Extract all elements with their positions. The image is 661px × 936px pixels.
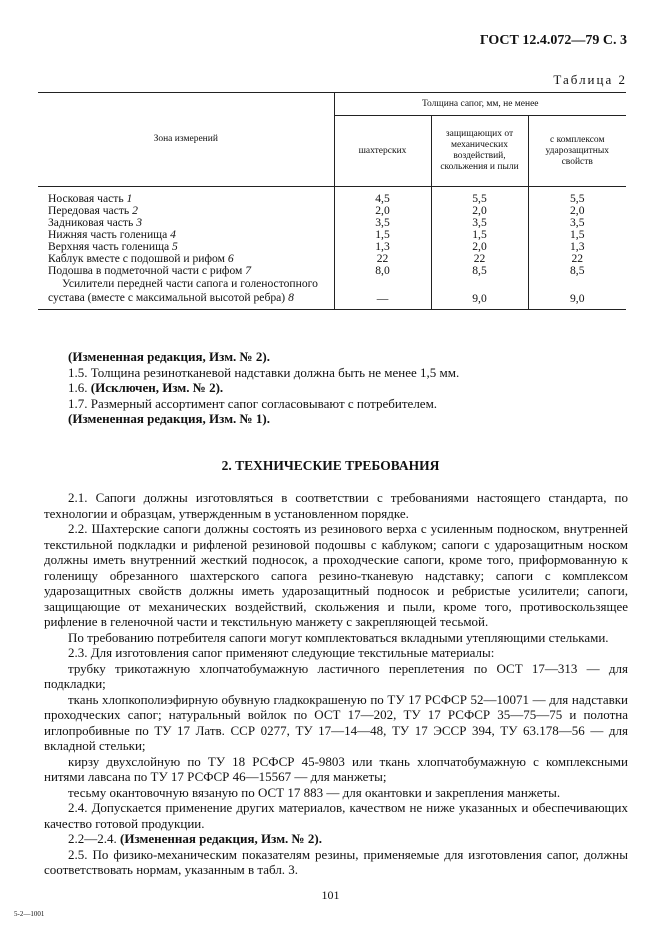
cell-miners: —: [334, 277, 431, 310]
row-name: Задниковая часть: [48, 216, 134, 229]
note-1-7: 1.7. Размерный ассортимент сапог согласовывают с потребителем.: [68, 395, 438, 411]
col-miners: шахтерских: [334, 116, 431, 187]
cell-impact: 9,0: [528, 277, 626, 310]
paragraph-2-2-2-4-number: 2.2—2.4.: [68, 831, 117, 846]
paragraph-2-4: 2.4. Допускается применение других материалов, качеством не ниже указанных и обеспечивающих качество готовой продукции.: [44, 800, 628, 831]
notes-block: [44, 349, 628, 427]
note-1-5: 1.5. Толщина резинотканевой надставки должна быть не менее 1,5 мм.: [68, 364, 460, 380]
page-header: ГОСТ 12.4.072—79 С. 3: [479, 33, 627, 48]
row-name-line1: Усилители передней части сапога и голеностопного: [62, 277, 318, 290]
cell-mechanical: 8,5: [431, 265, 528, 277]
col-impact: с комплексом ударозащитных свойств: [528, 116, 626, 187]
paragraph-2-2-2-4-amended: (Измененная редакция, Изм. № 2).: [120, 831, 322, 846]
table-label: Таблица 2: [553, 72, 627, 87]
row-index: 6: [227, 252, 234, 265]
paragraph-2-2-insoles: По требованию потребителя сапоги могут комплектоваться вкладными утепляющими стельками.: [68, 629, 609, 645]
cell-impact: 1,5: [528, 229, 626, 241]
table-row: [38, 187, 626, 206]
row-index: 7: [245, 264, 252, 277]
cell-mechanical: 5,5: [431, 187, 528, 206]
row-name: Нижняя часть голенища: [48, 228, 168, 241]
row-index: 2: [132, 204, 138, 217]
cell-impact: 5,5: [528, 187, 626, 206]
print-code: 5-2—1001: [14, 910, 45, 918]
cell-impact: 3,5: [528, 217, 626, 229]
cell-mechanical: 2,0: [431, 241, 528, 253]
cell-impact: 22: [528, 253, 626, 265]
page-number: 101: [321, 888, 340, 902]
section-title: 2. ТЕХНИЧЕСКИЕ ТРЕБОВАНИЯ: [221, 458, 440, 473]
cell-impact: 1,3: [528, 241, 626, 253]
note-amended-1: (Измененная редакция, Изм. № 1).: [68, 411, 270, 426]
thickness-group-header: Толщина сапог, мм, не менее: [334, 93, 626, 116]
table-row: [38, 277, 626, 310]
cell-miners: 22: [334, 253, 431, 265]
col-mechanical: защищающих от механических воздействий, скольжения и пыли: [431, 116, 528, 187]
row-name: Верхняя часть голенища: [48, 240, 170, 253]
note-amended-2: (Измененная редакция, Изм. № 2).: [68, 349, 270, 364]
cell-miners: 8,0: [334, 265, 431, 277]
note-1-6-excluded: (Исключен, Изм. № 2).: [90, 380, 224, 395]
row-name-line2: сустава (вместе с максимальной высотой ребра): [48, 291, 286, 304]
row-index: 4: [170, 228, 176, 241]
row-index: 5: [172, 240, 178, 253]
zone-header: Зона измерений: [38, 93, 334, 187]
cell-mechanical: 1,5: [431, 229, 528, 241]
paragraph-2-3-c: кирзу двухслойную по ТУ 18 РСФСР 45-9803 или ткань хлопчатобумажную с комплексными нитями лавсана по ТУ 17 РСФСР 46—15567 — для манжеты;: [44, 753, 628, 784]
cell-mechanical: 3,5: [431, 217, 528, 229]
cell-miners: 1,3: [334, 241, 431, 253]
paragraph-2-3-b: ткань хлопкополиэфирную обувную гладкокрашеную по ТУ 17 РСФСР 52—10071 — для надставки проходческих сапог; натуральный войлок по ОСТ 17—202, ТУ 17 РСФСР 35—75—75 и полотна иглопробивные по ТУ 17 Латв. ССР 0277, ТУ 17—14—48, ТУ 17 ЭССР 394, ТУ 63.178—56 — для вкладной стельки;: [44, 691, 628, 753]
paragraph-2-3-d: тесьму окантовочную вязаную по ОСТ 17 883 — для окантовки и закрепления манжеты.: [68, 784, 561, 800]
paragraph-2-3: 2.3. Для изготовления сапог применяют следующие текстильные материалы:: [68, 645, 495, 660]
requirements-block: [44, 490, 628, 878]
paragraph-2-3-a: трубку трикотажную хлопчатобумажную ластичного переплетения по ОСТ 17—313 — для подкладки;: [44, 660, 628, 691]
row-name: Каблук вместе с подошвой и рифом: [48, 252, 225, 265]
paragraph-2-1: 2.1. Сапоги должны изготовляться в соответствии с требованиями настоящего стандарта, по технологии и образцам, утвержденным в установленном порядке.: [44, 490, 628, 521]
cell-impact: 8,5: [528, 265, 626, 277]
cell-miners: 3,5: [334, 217, 431, 229]
cell-miners: 1,5: [334, 229, 431, 241]
note-1-6-number: 1.6.: [68, 380, 88, 395]
table-row: [38, 265, 626, 277]
cell-mechanical: 22: [431, 253, 528, 265]
cell-mechanical: 9,0: [431, 277, 528, 310]
row-index: 1: [126, 192, 133, 205]
cell-mechanical: 2,0: [431, 205, 528, 217]
row-index: 8: [288, 291, 294, 304]
cell-miners: 2,0: [334, 205, 431, 217]
paragraph-2-5: 2.5. По физико-механическим показателям резины, применяемые для изготовления сапог, должны соответствовать нормам, указанным в табл. 3.: [44, 846, 628, 877]
thickness-table: [38, 92, 626, 310]
row-name: Подошва в подметочной части с рифом: [48, 264, 243, 277]
row-name: Носковая часть: [48, 192, 124, 205]
cell-miners: 4,5: [334, 187, 431, 206]
row-index: 3: [136, 216, 142, 229]
row-name: Передовая часть: [48, 204, 130, 217]
cell-impact: 2,0: [528, 205, 626, 217]
paragraph-2-2: 2.2. Шахтерские сапоги должны состоять из резинового верха с усиленным подноском, внутренней текстильной подкладки и рифленой резиновой подошвы с каблуком; сапоги с ударозащитным носком должны иметь внутренний жесткий подносок, а проходческие сапоги, кроме того, приформованную к голенищу обрезанного шахтерского сапога резино-тканевую надставку; сапоги с комплексом ударозащитных свойств должны иметь ударозащитный подносок и ребристые усилители; сапоги, защищающие от механических воздействий, скольжения и пыли, кроме того, противоскользящее рифление в геленочной части и текстильную манжету с закрепляющей тесьмой.: [44, 521, 628, 629]
